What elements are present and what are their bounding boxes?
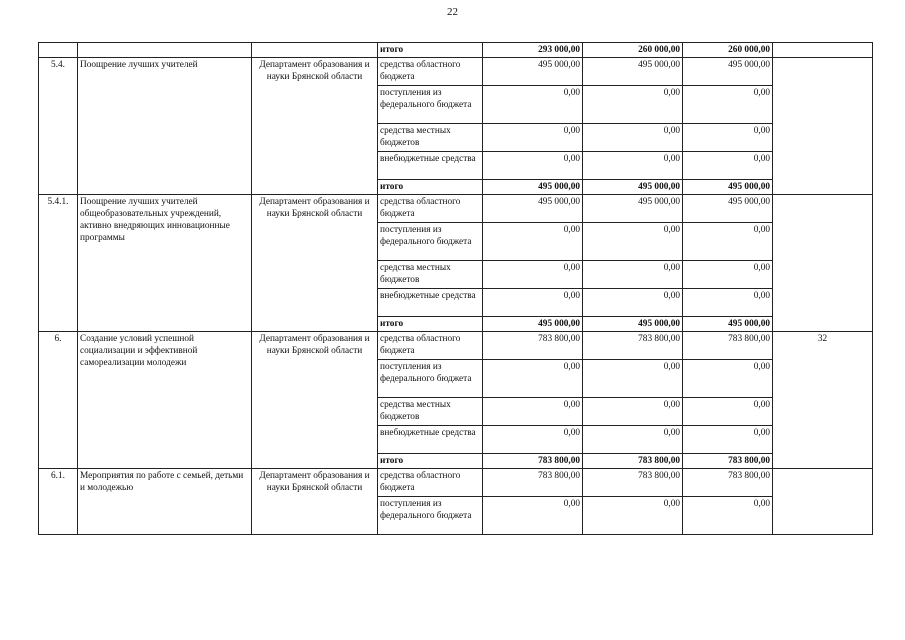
amount-value: 0,00 xyxy=(583,360,683,398)
amount-value: 0,00 xyxy=(583,86,683,124)
total-value: 260 000,00 xyxy=(683,43,773,58)
amount-value: 0,00 xyxy=(583,426,683,454)
funding-source-label: поступления из федерального бюджета xyxy=(378,223,483,261)
funding-source-label: внебюджетные средства xyxy=(378,289,483,317)
amount-value: 495 000,00 xyxy=(483,58,583,86)
total-value: 495 000,00 xyxy=(683,317,773,332)
amount-value: 0,00 xyxy=(483,289,583,317)
funding-source-label: средства местных бюджетов xyxy=(378,398,483,426)
amount-value: 495 000,00 xyxy=(483,195,583,223)
notes-value xyxy=(773,195,873,332)
amount-value: 0,00 xyxy=(583,289,683,317)
amount-value: 0,00 xyxy=(683,86,773,124)
row-code: 5.4. xyxy=(39,58,78,195)
amount-value: 0,00 xyxy=(683,152,773,180)
amount-value: 0,00 xyxy=(683,398,773,426)
total-value: 495 000,00 xyxy=(583,180,683,195)
table-row xyxy=(39,332,873,360)
total-value: 783 800,00 xyxy=(583,454,683,469)
amount-value: 0,00 xyxy=(683,497,773,535)
amount-value: 0,00 xyxy=(683,360,773,398)
funding-source-label: внебюджетные средства xyxy=(378,152,483,180)
amount-value: 0,00 xyxy=(683,289,773,317)
amount-value: 0,00 xyxy=(683,223,773,261)
activity-name: Поощрение лучших учителей общеобразовательных учреждений, активно внедряющих инновационные программы xyxy=(78,195,252,332)
name-cell xyxy=(78,43,252,58)
notes-cell xyxy=(773,43,873,58)
table-row xyxy=(39,58,873,86)
funding-source-label: средства областного бюджета xyxy=(378,469,483,497)
amount-value: 0,00 xyxy=(683,124,773,152)
total-value: 495 000,00 xyxy=(583,317,683,332)
total-value: 783 800,00 xyxy=(683,454,773,469)
amount-value: 0,00 xyxy=(483,426,583,454)
funding-source-label: средства областного бюджета xyxy=(378,332,483,360)
amount-value: 0,00 xyxy=(583,398,683,426)
total-value: 495 000,00 xyxy=(683,180,773,195)
total-label: итого xyxy=(378,43,483,58)
code-cell xyxy=(39,43,78,58)
amount-value: 0,00 xyxy=(583,152,683,180)
table-row xyxy=(39,195,873,223)
notes-value: 32 xyxy=(773,332,873,469)
funding-source-label: средства областного бюджета xyxy=(378,58,483,86)
notes-value xyxy=(773,58,873,195)
activity-name: Мероприятия по работе с семьей, детьми и молодежью xyxy=(78,469,252,535)
department-name: Департамент образования и науки Брянской области xyxy=(252,332,378,469)
department-name: Департамент образования и науки Брянской области xyxy=(252,195,378,332)
row-code: 6. xyxy=(39,332,78,469)
amount-value: 495 000,00 xyxy=(683,195,773,223)
page-number: 22 xyxy=(447,6,458,18)
table-row xyxy=(39,469,873,497)
amount-value: 0,00 xyxy=(683,426,773,454)
amount-value: 0,00 xyxy=(483,152,583,180)
funding-source-label: поступления из федерального бюджета xyxy=(378,497,483,535)
amount-value: 783 800,00 xyxy=(483,469,583,497)
amount-value: 0,00 xyxy=(583,497,683,535)
amount-value: 783 800,00 xyxy=(483,332,583,360)
activity-name: Поощрение лучших учителей xyxy=(78,58,252,195)
amount-value: 0,00 xyxy=(483,497,583,535)
total-value: 783 800,00 xyxy=(483,454,583,469)
total-label: итого xyxy=(378,317,483,332)
total-value: 293 000,00 xyxy=(483,43,583,58)
amount-value: 783 800,00 xyxy=(683,332,773,360)
table-row xyxy=(39,43,873,58)
funding-source-label: средства областного бюджета xyxy=(378,195,483,223)
amount-value: 783 800,00 xyxy=(583,469,683,497)
funding-source-label: внебюджетные средства xyxy=(378,426,483,454)
total-label: итого xyxy=(378,180,483,195)
amount-value: 0,00 xyxy=(483,86,583,124)
row-code: 6.1. xyxy=(39,469,78,535)
amount-value: 783 800,00 xyxy=(683,469,773,497)
total-value: 260 000,00 xyxy=(583,43,683,58)
row-code: 5.4.1. xyxy=(39,195,78,332)
amount-value: 0,00 xyxy=(483,398,583,426)
amount-value: 495 000,00 xyxy=(583,58,683,86)
amount-value: 0,00 xyxy=(483,124,583,152)
total-value: 495 000,00 xyxy=(483,317,583,332)
activity-name: Создание условий успешной социализации и эффективной самореализации молодежи xyxy=(78,332,252,469)
department-name: Департамент образования и науки Брянской области xyxy=(252,58,378,195)
funding-source-label: поступления из федерального бюджета xyxy=(378,360,483,398)
department-cell xyxy=(252,43,378,58)
amount-value: 495 000,00 xyxy=(583,195,683,223)
amount-value: 0,00 xyxy=(583,124,683,152)
budget-table-body xyxy=(39,43,873,535)
total-value: 495 000,00 xyxy=(483,180,583,195)
amount-value: 495 000,00 xyxy=(683,58,773,86)
amount-value: 0,00 xyxy=(583,223,683,261)
notes-value xyxy=(773,469,873,535)
funding-source-label: средства местных бюджетов xyxy=(378,124,483,152)
amount-value: 783 800,00 xyxy=(583,332,683,360)
amount-value: 0,00 xyxy=(483,360,583,398)
budget-table xyxy=(38,42,873,535)
funding-source-label: средства местных бюджетов xyxy=(378,261,483,289)
total-label: итого xyxy=(378,454,483,469)
department-name: Департамент образования и науки Брянской области xyxy=(252,469,378,535)
funding-source-label: поступления из федерального бюджета xyxy=(378,86,483,124)
amount-value: 0,00 xyxy=(683,261,773,289)
amount-value: 0,00 xyxy=(583,261,683,289)
amount-value: 0,00 xyxy=(483,223,583,261)
amount-value: 0,00 xyxy=(483,261,583,289)
